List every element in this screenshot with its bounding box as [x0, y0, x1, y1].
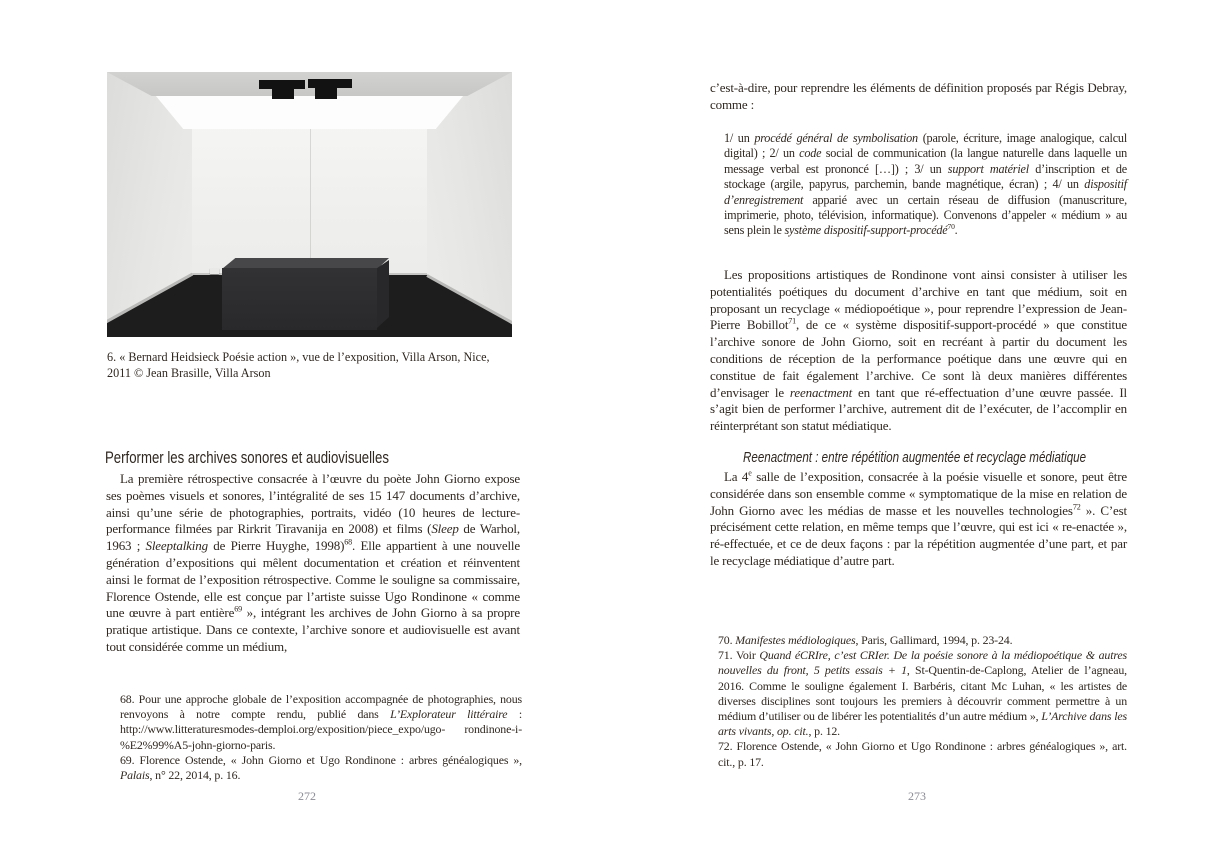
page-number-left: 272	[298, 789, 316, 803]
photo-plinth-side	[377, 260, 389, 328]
photo-projector-left-head	[272, 88, 294, 99]
footnote-72: 72. Florence Ostende, « John Giorno et Ugo Rondinone : arbres généalogiques », art. cit., p. 17.	[718, 739, 1127, 769]
left-body-paragraph: La première rétrospective consacrée à l’œuvre du poète John Giorno expose ses poèmes visuels et sonores, l’intégralité de ses 15 147 documents d’archive, ainsi qu’une série de photographies, portraits, vidéo (10 heures de lecture-performance filmées par Rirkrit Tiravanija en 2008) et films (Sleep de Warhol, 1963 ; Sleeptalking de Pierre Huyghe, 1998)$^{68}$. Elle appartient à une nouvelle génération d’expositions qui mêlent documentation et création et réinventent ainsi le format de l’exposition rétrospective. Comme le souligne sa commissaire, Florence Ostende, elle est conçue par l’artiste suisse Ugo Rondinone « comme une œuvre à part entière$^{69}$ », intégrant les archives de John Giorno à sa propre pratique artistique. Dans ce contexte, l’archive sonore et audiovisuelle est avant tout considérée comme un médium,	[106, 471, 521, 654]
debray-quote: 1/ un procédé général de symbolisation (parole, écriture, image analogique, calcul digital) ; 2/ un code social de communication (la langue naturelle dans laquelle un message verbal est prononcé […]) ; 3/ un support matériel d’inscription et de stockage (argile, papyrus, parchemin, bande magnétique, écran) ; 4/ un dispositif d’enregistrement apparié avec un certain réseau de diffusion (manuscriture, imprimerie, photo, télévision, informatique). Convenons d’appeler « médium » au sens plein le système dispositif-support-procédé$^{70}$.	[724, 131, 1128, 238]
footnote-69: 69. Florence Ostende, « John Giorno et Ugo Rondinone : arbres généalogiques », Palais, n° 22, 2014, p. 16.	[120, 752, 522, 783]
photo-wall-socket	[210, 268, 219, 274]
footnote-71: 71. Voir Quand éCRIre, c’est CRIer. De la poésie sonore à la médiopoétique & autres nouvelles du front, 5 petits essais + 1, St-Quentin-de-Caplong, Atelier de l’agneau, 2016. Comme le souligne également I. Barbéris, citant Mc Luhan, « les artistes de diverses disciplines sont toujours les premiers à découvrir comment permettre à un médium d’utiliser ou de libérer les potentialités d’un autre médium », L’Archive dans les arts vivants, op. cit., p. 12.	[718, 648, 1127, 739]
left-footnotes	[120, 692, 522, 783]
right-footnotes	[718, 633, 1127, 770]
photo-projector-right-head	[315, 87, 337, 99]
reenactment-subheading: Reenactment : entre répétition augmentée et recyclage médiatique	[743, 450, 1087, 466]
page-number-right: 273	[908, 789, 926, 803]
section-heading: Performer les archives sonores et audiovisuelles	[105, 449, 389, 467]
footnote-68: 68. Pour une approche globale de l’exposition accompagnée de photographies, nous renvoyons à notre compte rendu, publié dans L’Explorateur littéraire : http://www.litteraturesmodes-demploi.org/exposition/piece_expo/ugo- rondinone-i-%E2%99%A5-john-giorno-paris.	[120, 692, 522, 752]
photo-light-panel	[143, 93, 475, 129]
photo-plinth-front	[222, 268, 377, 330]
right-body-paragraph-2: La 4e salle de l’exposition, consacrée à la poésie visuelle et sonore, peut être considérée dans son ensemble comme « symptomatique de la mise en relation de John Giorno avec les médias de masse et les nouvelles technologies$^{72}$ ». C’est précisément cette relation, en même temps que l’œuvre, qui est ici « re-enactée », ré-effectuée, et ce de deux façons : par la répétition augmentée d’une part, et par le recyclage médiatique d’autre part.	[710, 468, 1128, 568]
intro-paragraph: c’est-à-dire, pour reprendre les éléments de définition proposés par Régis Debray, comme :	[710, 80, 1127, 112]
footnote-70: 70. Manifestes médiologiques, Paris, Gallimard, 1994, p. 23-24.	[718, 633, 1013, 647]
figure-caption: 6. « Bernard Heidsieck Poésie action », vue de l’exposition, Villa Arson, Nice, 2011 © Jean Brasille, Villa Arson	[107, 350, 490, 380]
exhibition-photo	[107, 72, 512, 337]
photo-wall-seam	[310, 122, 311, 272]
exhibition-figure	[107, 72, 512, 381]
page-right	[614, 0, 1228, 866]
right-body-paragraph: Les propositions artistiques de Rondinone vont ainsi consister à utiliser les potentialités poétiques du document d’archive en tant que médium, soit en proposant un recyclage « médiopoétique », pour reprendre l’expression de Jean-Pierre Bobillot$^{71}$, de ce « système dispositif-support-procédé » que constitue l’archive sonore de John Giorno, soit en recréant à partir du document les conditions de réception de la performance poétique dans une œuvre qui en constitue de fait également l’archive. Ce sont là deux manières différentes d’envisager le reenactment en tant que ré-effectuation d’une œuvre passée. Il s’agit bien de performer l’archive, autrement dit de l’exécuter, de l’accomplir en réinterprétant son statut médiatique.	[710, 267, 1127, 434]
